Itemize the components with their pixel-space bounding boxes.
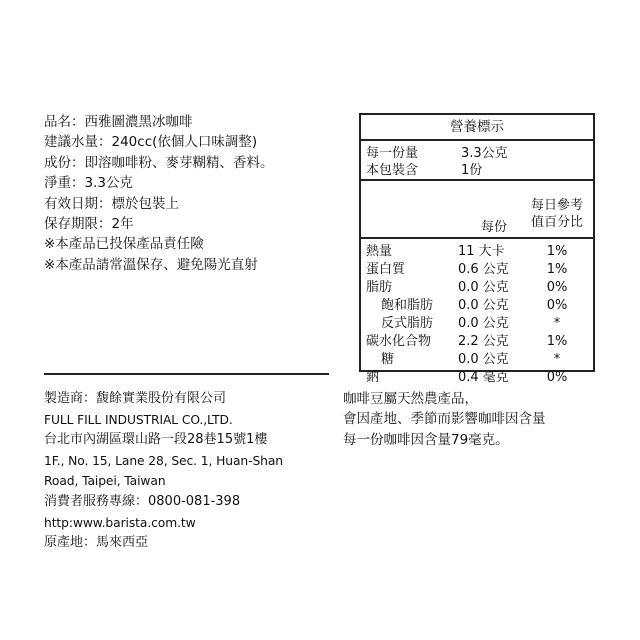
per-serving-header: 每份 — [481, 220, 508, 235]
nutrient-daily-value: 1% — [546, 334, 568, 349]
nutrient-daily-value: 1% — [546, 262, 568, 277]
serving-size-row — [361, 145, 593, 162]
net-weight: 淨重：3.3公克 — [44, 175, 133, 192]
nutrient-amount: 0.6 公克 — [458, 262, 509, 277]
serving-size-label: 每一份量 — [366, 146, 419, 161]
caffeine-note-line: 會因產地、季節而影響咖啡因含量 — [343, 411, 546, 428]
daily-value-header — [525, 197, 589, 231]
nutrient-label: 蛋白質 — [366, 262, 406, 277]
nutrient-daily-value: * — [553, 316, 561, 331]
serving-info — [361, 141, 593, 181]
nutrient-amount: 0.4 毫克 — [458, 370, 509, 385]
ingredients: 成份：即溶咖啡粉、麥芽糊精、香料。 — [44, 154, 274, 171]
nutrition-facts-table — [359, 113, 595, 385]
nutrient-label: 脂肪 — [366, 280, 393, 295]
country-of-origin: 原產地：馬來西亞 — [44, 535, 149, 551]
manufacturer-name-en: FULL FILL INDUSTRIAL CO.,LTD. — [44, 412, 233, 427]
product-info-block — [44, 112, 274, 275]
nutrient-amount: 0.0 公克 — [458, 280, 509, 295]
nutrient-row — [361, 297, 593, 315]
nutrient-row — [361, 243, 593, 261]
nutrient-row — [361, 369, 593, 387]
nutrient-row — [361, 315, 593, 333]
nutrient-daily-value: 0% — [546, 370, 568, 385]
insurance-note: ※本產品已投保產品責任險 — [44, 236, 204, 253]
nutrient-daily-value: 1% — [546, 244, 568, 259]
nutrient-daily-value: * — [553, 352, 561, 367]
storage-note: ※本產品請常溫保存、避免陽光直射 — [44, 256, 258, 273]
caffeine-note-line: 每一份咖啡因含量79毫克。 — [343, 431, 509, 448]
manufacturer-address: 台北市內湖區環山路一段28巷15號1樓 — [44, 432, 268, 448]
caffeine-note-line: 咖啡豆屬天然農產品， — [343, 391, 478, 407]
daily-value-header-line-2: 值百分比 — [530, 215, 583, 230]
daily-value-header-line-1: 每日參考 — [530, 198, 583, 213]
servings-value: 1份 — [461, 163, 483, 178]
nutrient-label: 鈉 — [366, 370, 380, 385]
manufacturer-block — [44, 389, 283, 554]
section-divider — [44, 373, 329, 375]
manufacturer-address-en-line-1: 1F., No. 15, Lane 28, Sec. 1, Huan-Shan — [44, 453, 283, 468]
manufacturer-address-en-line-2: Road, Taipei, Taiwan — [44, 474, 166, 489]
manufacturer-name: 製造商：馥餘實業股份有限公司 — [44, 391, 227, 406]
nutrient-rows — [361, 239, 593, 387]
nutrition-title: 營養標示 — [361, 115, 593, 141]
nutrient-amount: 0.0 公克 — [458, 352, 509, 367]
serving-size-value: 3.3公克 — [461, 146, 508, 161]
nutrient-label: 飽和脂肪 — [381, 298, 434, 313]
nutrient-daily-value: 0% — [546, 280, 568, 295]
caffeine-note — [343, 389, 546, 450]
servings-label: 本包裝含 — [366, 163, 419, 178]
nutrient-label: 糖 — [381, 352, 395, 367]
nutrient-label: 熱量 — [366, 244, 393, 259]
nutrient-row — [361, 333, 593, 351]
nutrient-row — [361, 351, 593, 369]
product-name: 品名：西雅圖濃黑冰咖啡 — [44, 114, 193, 130]
nutrition-header — [361, 181, 593, 239]
nutrient-amount: 2.2 公克 — [458, 334, 509, 349]
nutrient-amount: 0.0 公克 — [458, 316, 509, 331]
expiry-date: 有效日期：標於包裝上 — [44, 195, 179, 212]
suggested-water: 建議水量：240cc(依個人口味調整) — [44, 134, 258, 151]
nutrient-row — [361, 279, 593, 297]
nutrient-row — [361, 261, 593, 279]
nutrient-daily-value: 0% — [546, 298, 568, 313]
nutrient-amount: 11 大卡 — [458, 244, 505, 259]
shelf-life: 保存期限：2年 — [44, 216, 134, 233]
nutrient-amount: 0.0 公克 — [458, 298, 509, 313]
consumer-hotline: 消費者服務專線：0800-081-398 — [44, 493, 241, 509]
servings-row — [361, 162, 593, 179]
website-text: http:www.barista.com.tw — [44, 515, 196, 530]
nutrient-label: 碳水化合物 — [366, 334, 432, 349]
nutrient-label: 反式脂肪 — [381, 316, 434, 331]
